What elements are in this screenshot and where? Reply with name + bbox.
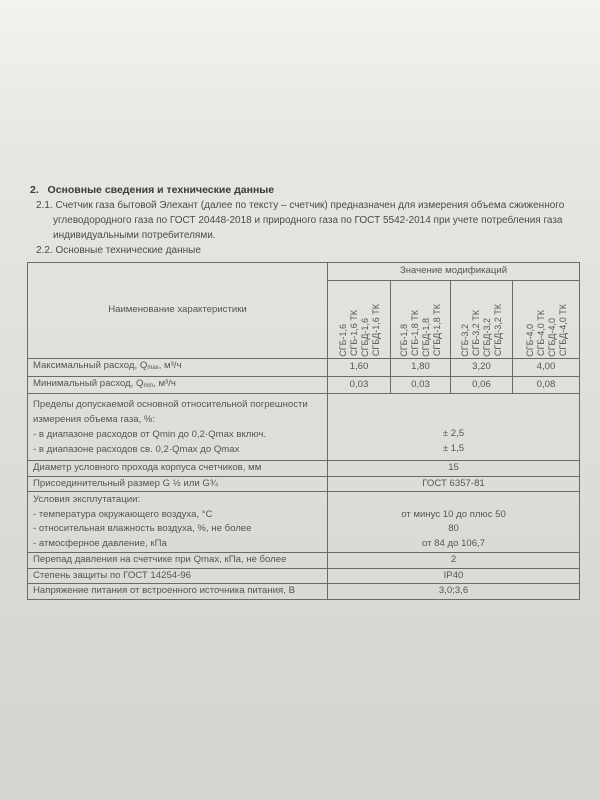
row-label: [28, 394, 328, 461]
value-cell: 2: [328, 553, 580, 569]
row-label: [28, 376, 328, 394]
value-cell: [328, 394, 580, 461]
model-cell: [328, 281, 391, 359]
model: СГБ-4,0 ТК: [535, 310, 546, 357]
label-line: измерения объема газа, %:: [33, 414, 156, 425]
label-line: - в диапазоне расходов от Qmin до 0,2·Qmax включ.: [33, 429, 267, 440]
section-number: 2.: [30, 184, 39, 196]
value-cell: 3,0;3,6: [328, 584, 580, 600]
model: СГБ-1,6: [337, 323, 348, 357]
value-cell: 0,03: [328, 376, 391, 394]
para-line: Счетчик газа бытовой Элехант (далее по тексту – счетчик) предназначен для измерения объема сжиженного: [55, 200, 565, 211]
para-number: 2.1.: [36, 200, 53, 211]
table-row-conditions: [28, 492, 580, 553]
label-unit: , м³/ч: [153, 377, 176, 389]
para-number: 2.2.: [36, 245, 53, 256]
model: СГБ-1,8 ТК: [410, 310, 420, 357]
row-label: Диаметр условного прохода корпуса счетчиков, мм: [28, 461, 328, 477]
row-label: [28, 359, 328, 377]
table-row-voltage: [28, 584, 580, 600]
para-line: углеводородного газа по ГОСТ 20448-2018 и природного газа по ГОСТ 5542-2014 при учете потребления газа: [53, 215, 563, 226]
model: СГБД-3,2 ТК: [493, 304, 503, 357]
model: СГБД-1,8: [421, 317, 431, 357]
value-cell: 0,06: [451, 376, 513, 394]
value-cell: 4,00: [513, 359, 580, 377]
row-label: Напряжение питания от встроенного источника питания, В: [28, 584, 328, 600]
table-row-pressure-drop: [28, 553, 580, 569]
model-cell: [451, 281, 513, 359]
model: СГБ-4,0: [524, 323, 535, 357]
table-row-thread: [28, 476, 580, 492]
value-cell: 0,03: [391, 376, 451, 394]
tech-data-table: [27, 262, 580, 600]
model: СГБ-1,8: [399, 323, 409, 357]
section-title: Основные сведения и технические данные: [47, 184, 275, 196]
value-line: от 84 до 106,7: [421, 537, 486, 549]
model: СГБД-4,0 ТК: [557, 304, 568, 357]
model: СГБ-3,2 ТК: [471, 310, 481, 357]
model: СГБ-1,6 ТК: [348, 310, 359, 357]
model: СГБ-3,2: [460, 323, 470, 357]
value-cell: [328, 492, 580, 553]
value-line: 80: [448, 523, 459, 534]
section-heading: [30, 184, 274, 197]
paragraph-2-2: [36, 244, 201, 257]
value-line: от минус 10 до плюс 50: [401, 508, 506, 520]
value-cell: ГОСТ 6357-81: [328, 476, 580, 492]
table-row-error: [28, 394, 580, 461]
row-label: Присоединительный размер G ½ или G¾: [28, 476, 328, 492]
model: СГБД-3,2: [482, 317, 492, 357]
value-cell: 3,20: [451, 359, 513, 377]
model: СГБД-1,6 ТК: [370, 304, 381, 357]
label-unit: , м³/ч: [158, 360, 182, 371]
modifications-header: Значение модификаций: [328, 263, 580, 281]
para-line: индивидуальными потребителями.: [53, 230, 216, 241]
label-line: Условия эксплутатации:: [33, 494, 141, 505]
value-cell: 1,60: [328, 359, 391, 377]
row-label: Степень защиты по ГОСТ 14254-96: [28, 568, 328, 584]
label-line: - температура окружающего воздуха, °С: [33, 508, 213, 520]
value-line: ± 2,5: [442, 428, 465, 439]
label-line: - атмосферное давление, кПа: [33, 537, 167, 549]
label-text: Минимальный расход, Q: [33, 377, 144, 389]
characteristic-header: Наименование характеристики: [28, 263, 328, 359]
model: СГБД-1,8 ТК: [432, 304, 442, 357]
row-label: [28, 492, 328, 553]
label-line: - относительная влажность воздуха, %, не более: [33, 523, 252, 534]
value-cell: 15: [328, 461, 580, 477]
model-cell: [391, 281, 451, 359]
row-label: Перепад давления на счетчике при Qmax, кПа, не более: [28, 553, 328, 569]
value-line: ± 1,5: [442, 442, 465, 454]
table-row-qmax: [28, 359, 580, 377]
label-line: Пределы допускаемой основной относительной погрешности: [33, 399, 308, 410]
label-sub: max: [147, 365, 159, 371]
paragraph-2-1: [36, 199, 564, 212]
value-cell: 1,80: [391, 359, 451, 377]
table-row-qmin: [28, 376, 580, 394]
table-row-protection: [28, 568, 580, 584]
label-line: - в диапазоне расходов св. 0,2·Qmax до Qmax: [33, 444, 240, 455]
model: СГБД-4,0: [546, 317, 557, 357]
label-text: Максимальный расход, Q: [33, 360, 148, 371]
model: СГБД-1,6: [359, 317, 370, 357]
para-text: Основные технические данные: [55, 245, 201, 256]
value-cell: 0,08: [513, 376, 580, 394]
table-row-diameter: [28, 461, 580, 477]
value-cell: IP40: [328, 568, 580, 584]
model-cell: [513, 281, 580, 359]
label-sub: min: [143, 382, 154, 389]
